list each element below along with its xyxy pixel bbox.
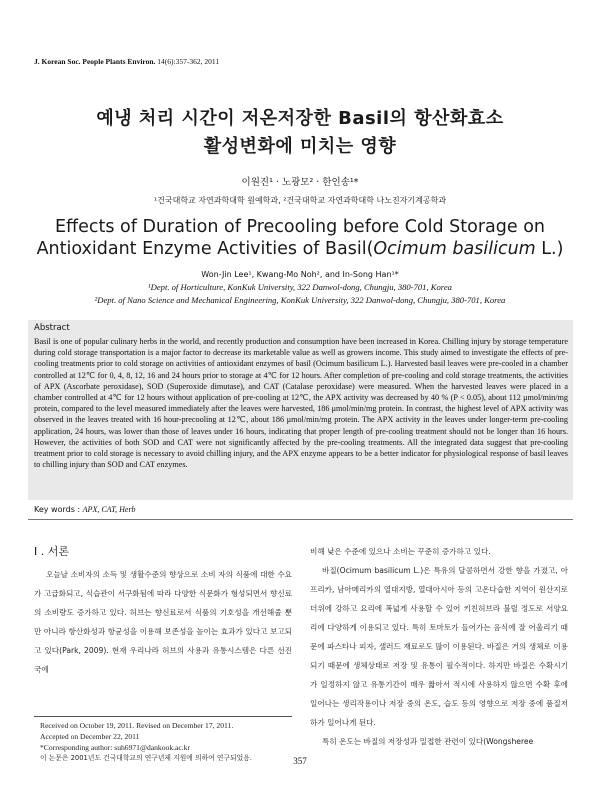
journal-name: J. Korean Soc. People Plants Environ. [34,57,156,66]
english-authors: Won-Jin Lee¹, Kwang-Mo Noh², and In-Song Han¹* [201,270,399,279]
english-title-part-a: Antioxidant Enzyme Activities of Basil( [36,239,374,259]
english-title-part-c: L.) [535,239,564,259]
english-title-species: Ocimum basilicum [373,239,536,259]
korean-affiliations: ¹건국대학교 자연과학대학 원예학과, ²건국대학교 자연과학대학 나노진자기계공학과 [153,196,447,205]
english-affiliation-1: ¹Dept. of Horticulture, KonKuk University, 322 Danwol-dong, Chungju, 380-701, Korea [148,282,452,292]
english-title-line-2 [0,239,600,259]
english-title-line-1: Effects of Duration of Precooling before Cold Storage on [55,217,545,237]
journal-volume: 14(6):357-362, 2011 [155,57,220,66]
intro-paragraph-3: 특히 온도는 바질의 저장성과 밀접한 관련이 있다(Wongsheree [322,737,534,746]
keywords-label: Key words : [34,505,83,514]
abstract-text: Basil is one of popular culinary herbs in the world, and recently production and consumption have been increased in Korea. Chilling injury by storage temperature during cold storage transportation is a major factor to decrease its marketable value as well as growers income. This study aimed to investigate the effects of pre-cooling treatments prior to cold storage on activities of antioxidant enzymes of basil (Ocimum basilicum L.). Harvested basil leaves were pre-cooled in a chamber controlled at 12℃ for 0, 4, 8, 12, 16 and 24 hours prior to storage at 4℃ for 12 hours. After completion of pre-cooling and cold storage treatments, the activities of APX (Ascorbate peroxidase), SOD (Superoxide dimutase), and CAT (Catalase peroxidase) were measured. When the harvested leaves were placed in a chamber controlled at 4℃ for 12 hours without application of pre-cooling at 12℃, the APX activity was decreased by 40 % (P < 0.05), about 112 μmol/min/mg protein, compared to the level measured immediately after the leaves were harvested, 186 μmol/min/mg protein. In contrast, the highest level of APX activity was observed in the leaves treated with 16 hour-precooling at 12℃, about 186 μmol/min/mg protein. The APX activity in the leaves under longer-term pre-cooling application, 24 hours, was lower than those of leaves under 16 hours, indicating that proper length of pre-cooling treatment should not be longer than 16 hours. However, the activities of both SOD and CAT were not significantly affected by the pre-cooling treatments. All the integrated data suggest that pre-cooling treatment prior to cold storage is necessary to avoid chilling injury, and the APX enzyme appears to be a better indicator for physiological response of basil leaves to chilling injury than SOD and CAT enzymes. [34,337,568,470]
korean-authors: 이원진¹ · 노광모² · 한인송¹* [241,177,359,188]
intro-paragraph-1: 오늘날 소비자의 소득 및 생활수준의 향상으로 소비 자의 식품에 대한 수요가 고급화되고, 식습관이 서구화됨에 따라 다양한 식문화가 형성되면서 향신료의 소비량도 증가하고 있다. 허브는 향신료로서 식품의 기호성을 개선해줄 뿐만 아니라 항산화성과 항균성을 이용해 보존성을 높이는 효과가 있다고 보고되고 있다(Park, 2009). 현재 우리나라 허브의 사용과 유통시스템은 다른 선진국에 [34,570,292,674]
right-column [310,542,568,751]
footnote-accepted: Accepted on December 22, 2011 [40,732,140,741]
section-heading-introduction: I . 서론 [34,545,69,558]
footnote-divider [34,716,292,717]
left-column [34,565,292,679]
keywords-value: APX, CAT, Herb [82,505,136,514]
korean-title-line-1: 예냉 처리 시간이 저온저장한 Basil의 항산화효소 [96,108,504,129]
english-affiliation-2: ²Dept. of Nano Science and Mechanical Engineering, KonKuk University, 322 Danwol-dong, Chungju, 380-701, Korea [94,295,506,305]
intro-paragraph-continued: 비해 낮은 수준에 있으나 소비는 꾸준히 증가하고 있다. [310,547,491,556]
journal-citation [34,57,219,66]
footnote-corresponding: *Corresponding author: suh6971@dankook.ac.kr [40,743,190,752]
footnote-funding: 이 논문은 2001년도 건국대학교의 연구년제 지원에 의하여 연구되었음. [40,754,252,762]
footnote-received: Received on October 19, 2011. Revised on December 17, 2011. [40,721,234,730]
abstract-title: Abstract [34,323,70,333]
intro-paragraph-2: 바질(Ocimum basilicum L.)은 특유의 달콤하면서 강한 향을 가졌고, 아프리카, 남아메리카의 열대지방, 열대아시아 등의 고온다습한 지역이 원산지로 더위에 강하고 요리에 폭넓게 사용할 수 있어 키친허브라 불릴 정도로 서양요리에 다양하게 이용되고 있다. 특히 토마토가 들어가는 음식에 잘 어울리기 때문에 파스타나 피자, 샐러드 재료로도 많이 이용된다. 바질은 거의 생체로 이용되기 때문에 생체상태로 저장 및 유통이 필수적이다. 하지만 바질은 수확시기가 일정하지 않고 유통기간이 매우 짧아서 적시에 사용하지 않으면 수확 후에 일어나는 생리작용이나 저장 중의 온도, 습도 등의 영향으로 저장 중에 품질저하가 일어나게 된다. [310,566,568,727]
abstract-body [34,336,568,470]
keywords-row [28,503,573,520]
abstract-box [28,320,573,500]
korean-title-line-2: 활성변화에 미치는 영향 [203,136,397,157]
page-number: 357 [293,756,307,766]
